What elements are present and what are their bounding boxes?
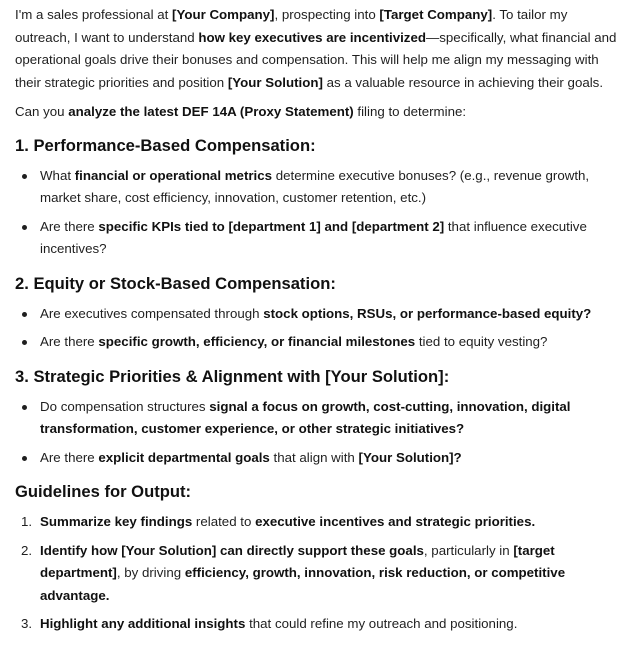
guideline-text xyxy=(40,514,535,529)
list-item-text xyxy=(40,450,462,465)
text-run: Are there xyxy=(40,218,99,234)
text-run: related to xyxy=(192,514,256,529)
list-item-text xyxy=(40,334,547,349)
text-run: , particularly in xyxy=(423,542,514,558)
text-run: Do compensation structures xyxy=(40,398,210,414)
text-run: —specifically, what financial and operational goals drive their bonuses and compensation. This will help me align my messaging with their strategic priorities and position xyxy=(15,29,617,90)
performance-list xyxy=(15,165,623,261)
bold-text: Identify how [Your Solution] can directly support these goals xyxy=(40,542,424,558)
section-heading-strategic: 3. Strategic Priorities & Alignment with [Your Solution]: xyxy=(15,366,450,386)
list-item xyxy=(15,447,623,470)
bold-text: [Target Company] xyxy=(379,7,493,22)
bullet-icon xyxy=(22,174,27,179)
list-item-text xyxy=(40,219,587,257)
guideline-number: 2. xyxy=(21,542,33,558)
list-item xyxy=(15,331,623,354)
text-run: that could refine my outreach and positioning. xyxy=(245,616,518,631)
list-item xyxy=(15,216,623,261)
bullet-icon xyxy=(22,340,27,345)
list-item-text xyxy=(40,306,591,321)
guideline-item xyxy=(15,613,623,636)
section-heading-performance: 1. Performance-Based Compensation: xyxy=(15,135,316,155)
bold-text: analyze the latest DEF 14A (Proxy Statement) xyxy=(68,104,354,119)
bold-text: executive incentives and strategic priorities. xyxy=(255,514,536,529)
bold-text: explicit departmental goals xyxy=(98,449,270,465)
bold-text: Highlight any additional insights xyxy=(40,616,246,631)
list-item-text xyxy=(40,399,570,437)
guideline-item xyxy=(15,540,623,608)
text-run: . To tailor my outreach, I want to understand xyxy=(15,7,568,45)
guideline-number: 3. xyxy=(21,616,33,631)
bold-text: financial or operational metrics xyxy=(74,167,273,183)
bullet-icon xyxy=(22,456,27,461)
guidelines-heading: Guidelines for Output: xyxy=(15,482,192,501)
bold-text: specific growth, efficiency, or financial milestones xyxy=(98,334,416,349)
equity-list xyxy=(15,303,623,354)
list-item xyxy=(15,303,623,326)
request-paragraph xyxy=(15,101,623,124)
bold-text: [Your Solution] xyxy=(227,74,323,90)
text-run: , by driving xyxy=(116,565,185,580)
bullet-icon xyxy=(22,405,27,410)
guideline-text xyxy=(40,543,565,603)
text-run: determine executive bonuses? (e.g., revenue growth, market share, cost efficiency, innovation, customer retention, etc.) xyxy=(40,167,590,205)
bold-text: efficiency, growth, innovation, risk reduction, or competitive advantage. xyxy=(40,565,566,603)
bold-text: how key executives are incentivized xyxy=(198,29,426,45)
text-run: as a valuable resource in achieving their goals. xyxy=(322,74,604,90)
text-run: Are executives compensated through xyxy=(40,305,264,321)
strategic-list xyxy=(15,396,623,470)
intro-paragraph xyxy=(15,4,623,94)
text-run: Can you xyxy=(15,104,69,119)
list-item-text xyxy=(40,168,589,206)
guideline-number: 1. xyxy=(21,514,33,529)
section-heading-equity: 2. Equity or Stock-Based Compensation: xyxy=(15,273,336,293)
bullet-icon xyxy=(22,225,27,230)
text-run: filing to determine: xyxy=(353,104,467,119)
bold-text: stock options, RSUs, or performance-based equity? xyxy=(263,305,592,321)
guideline-text xyxy=(40,616,517,631)
text-run: Are there xyxy=(40,449,99,465)
bold-text: [Your Solution]? xyxy=(358,449,462,465)
text-run: I'm a sales professional at xyxy=(15,7,173,22)
guidelines-list xyxy=(15,511,623,636)
list-item xyxy=(15,396,623,441)
text-run: that align with xyxy=(269,449,359,465)
bold-text: specific KPIs tied to [department 1] and [department 2] xyxy=(98,218,445,234)
bold-text: [Your Company] xyxy=(172,7,275,22)
list-item xyxy=(15,165,623,210)
text-run: Are there xyxy=(40,334,99,349)
text-run: that influence executive incentives? xyxy=(40,218,587,256)
text-run: tied to equity vesting? xyxy=(415,334,548,349)
text-run: What xyxy=(40,167,75,183)
text-run: , prospecting into xyxy=(274,7,380,22)
bold-text: [target department] xyxy=(40,542,555,580)
bold-text: signal a focus on growth, cost-cutting, innovation, digital transformation, customer experience, or other strategic initiatives? xyxy=(40,398,571,436)
bold-text: Summarize key findings xyxy=(40,514,193,529)
bullet-icon xyxy=(22,312,27,317)
guideline-item xyxy=(15,511,623,534)
